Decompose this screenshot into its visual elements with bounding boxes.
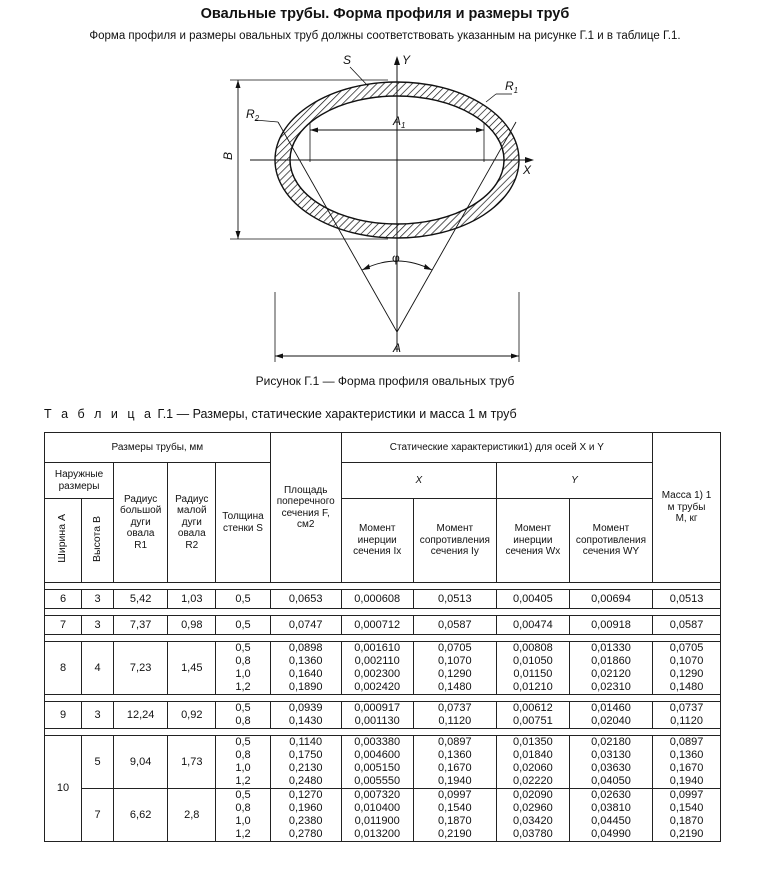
table-cell: 0,00918 [569, 616, 652, 635]
header-area: Площадь поперечного сечения F, см2 [270, 433, 341, 583]
header-r1: Радиус большой дуги овала R1 [114, 463, 168, 583]
table-cell: 0,0897 0,1360 0,1670 0,1940 [653, 736, 721, 789]
table-row [45, 642, 721, 695]
header-x: X [341, 463, 496, 499]
table-cell [45, 695, 721, 702]
table-cell: 0,01460 0,02040 [569, 702, 652, 729]
table-cell: 0,000608 [341, 590, 413, 609]
table-cell: 0,00694 [569, 590, 652, 609]
page-title: Овальные трубы. Форма профиля и размеры труб [200, 6, 570, 22]
table-cell: 3 [82, 616, 114, 635]
table-row [45, 789, 721, 842]
table-cell: 10 [45, 736, 82, 842]
table-cell: 0,0653 [270, 590, 341, 609]
label-x: X [523, 163, 532, 177]
header-r2: Радиус малой дуги овала R2 [168, 463, 216, 583]
table-cell: 0,02180 0,03130 0,03630 0,04050 [569, 736, 652, 789]
table-cell: 0,0939 0,1430 [270, 702, 341, 729]
label-s: S [343, 53, 352, 67]
label-phi: φ [392, 251, 400, 265]
table-cell: 12,24 [114, 702, 168, 729]
table-cell [45, 583, 721, 590]
table-cell: 0,0997 0,1540 0,1870 0,2190 [653, 789, 721, 842]
table-cell: 0,01330 0,01860 0,02120 0,02310 [569, 642, 652, 695]
table-cell: 6,62 [114, 789, 168, 842]
header-outer: Наружные размеры [45, 463, 114, 499]
oval-profile-figure [210, 52, 550, 370]
header-dims: Размеры трубы, мм [45, 433, 271, 463]
table-cell: 2,8 [168, 789, 216, 842]
table-cell: 0,00474 [496, 616, 569, 635]
table-cell: 0,5 [216, 590, 270, 609]
table-cell: 0,0513 [413, 590, 496, 609]
table-cell: 0,5 [216, 616, 270, 635]
table-row [45, 616, 721, 635]
header-wy: Момент сопротивления сечения WY [569, 499, 652, 583]
header-y: Y [496, 463, 652, 499]
table-cell: 7 [45, 616, 82, 635]
table-cell: 0,0705 0,1070 0,1290 0,1480 [413, 642, 496, 695]
table-cell: 0,98 [168, 616, 216, 635]
label-b: B [221, 151, 235, 160]
table-cell: 0,92 [168, 702, 216, 729]
label-a: A [393, 341, 402, 355]
header-s: Толщина стенки S [216, 463, 270, 583]
table-cell: 5,42 [114, 590, 168, 609]
table-cell [45, 635, 721, 642]
table-cell: 0,0747 [270, 616, 341, 635]
header-width: Ширина A [45, 499, 82, 583]
table-caption: Т а б л и ц а Г.1 — Размеры, статические характеристики и масса 1 м труб [44, 407, 517, 421]
header-static: Статические характеристики1) для осей X и Y [341, 433, 652, 463]
label-a1: $A_1$ [393, 114, 406, 130]
table-cell: 6 [45, 590, 82, 609]
header-iy: Момент сопротивления сечения Iy [413, 499, 496, 583]
table-cell: 1,03 [168, 590, 216, 609]
label-r2: $R_2$ [246, 107, 260, 123]
pipes-table [44, 432, 721, 842]
table-cell: 0,007320 0,010400 0,011900 0,013200 [341, 789, 413, 842]
table-cell: 0,0898 0,1360 0,1640 0,1890 [270, 642, 341, 695]
table-row [45, 590, 721, 609]
figure-caption: Рисунок Г.1 — Форма профиля овальных труб [255, 374, 515, 388]
table-cell: 0,1140 0,1750 0,2130 0,2480 [270, 736, 341, 789]
table-cell: 7,37 [114, 616, 168, 635]
table-cell: 0,0587 [413, 616, 496, 635]
table-cell: 0,0513 [653, 590, 721, 609]
table-cell: 7 [82, 789, 114, 842]
table-cell: 5 [82, 736, 114, 789]
table-cell: 0,5 0,8 1,0 1,2 [216, 736, 270, 789]
table-cell: 0,001610 0,002110 0,002300 0,002420 [341, 642, 413, 695]
table-cell: 0,5 0,8 1,0 1,2 [216, 789, 270, 842]
table-cell: 0,003380 0,004600 0,005150 0,005550 [341, 736, 413, 789]
header-wx: Момент инерции сечения Wx [496, 499, 569, 583]
table-cell: 0,0997 0,1540 0,1870 0,2190 [413, 789, 496, 842]
table-cell: 9,04 [114, 736, 168, 789]
table-cell: 0,02090 0,02960 0,03420 0,03780 [496, 789, 569, 842]
label-r1: $R_1$ [505, 79, 519, 95]
header-mass: Масса 1) 1 м трубы M, кг [653, 433, 721, 583]
table-cell: 1,73 [168, 736, 216, 789]
table-cell: 0,0587 [653, 616, 721, 635]
table-cell: 0,1270 0,1960 0,2380 0,2780 [270, 789, 341, 842]
table-cell [45, 609, 721, 616]
table-cell: 0,5 0,8 1,0 1,2 [216, 642, 270, 695]
table-row [45, 702, 721, 729]
table-cell: 4 [82, 642, 114, 695]
table-cell: 7,23 [114, 642, 168, 695]
header-height: Высота B [82, 499, 114, 583]
table-cell: 0,000917 0,001130 [341, 702, 413, 729]
table-cell: 0,0737 0,1120 [413, 702, 496, 729]
table-cell: 0,00405 [496, 590, 569, 609]
table-cell: 0,0705 0,1070 0,1290 0,1480 [653, 642, 721, 695]
table-cell: 8 [45, 642, 82, 695]
header-ix: Момент инерции сечения Ix [341, 499, 413, 583]
table-cell: 0,00808 0,01050 0,01150 0,01210 [496, 642, 569, 695]
table-cell: 0,01350 0,01840 0,02060 0,02220 [496, 736, 569, 789]
table-cell: 9 [45, 702, 82, 729]
table-cell: 3 [82, 702, 114, 729]
table-cell [45, 729, 721, 736]
table-row [45, 736, 721, 789]
table-cell: 0,000712 [341, 616, 413, 635]
table-cell: 1,45 [168, 642, 216, 695]
table-cell: 0,0897 0,1360 0,1670 0,1940 [413, 736, 496, 789]
page-subtitle: Форма профиля и размеры овальных труб должны соответствовать указанным на рисунке Г.1 и в таблице Г.1. [89, 30, 681, 42]
table-cell: 0,0737 0,1120 [653, 702, 721, 729]
label-y: Y [402, 53, 411, 67]
table-cell: 0,00612 0,00751 [496, 702, 569, 729]
table-cell: 3 [82, 590, 114, 609]
table-cell: 0,02630 0,03810 0,04450 0,04990 [569, 789, 652, 842]
table-cell: 0,5 0,8 [216, 702, 270, 729]
